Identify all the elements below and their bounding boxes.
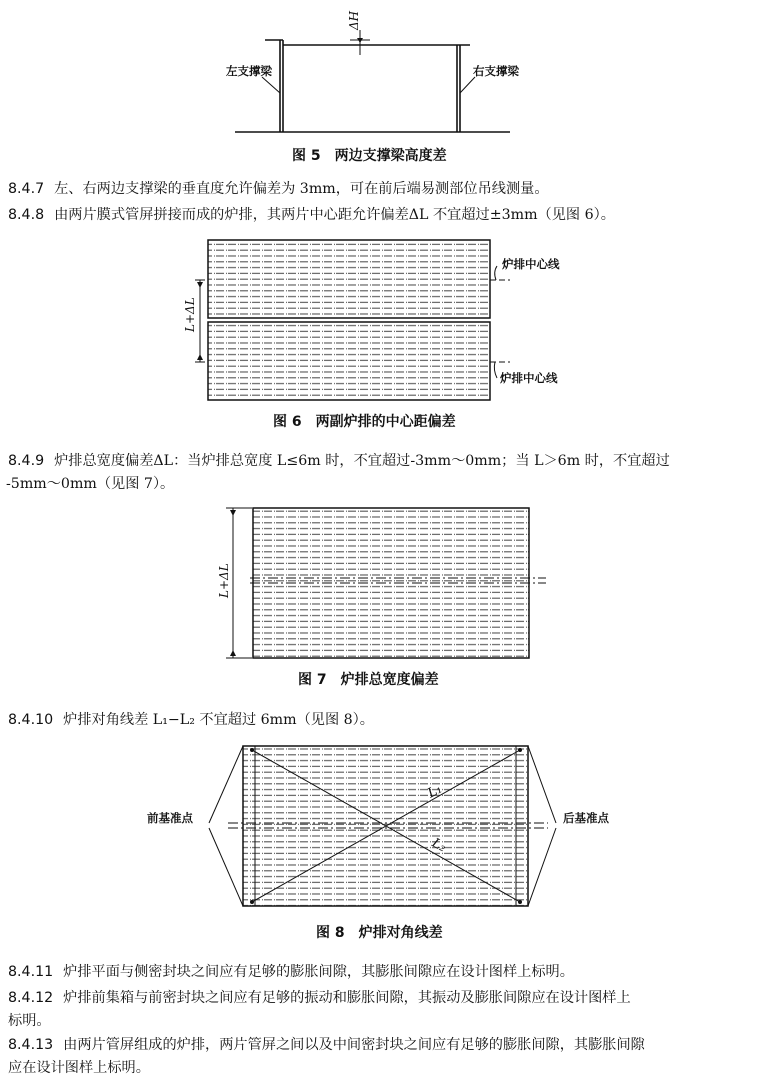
section-number: 8.4.11 [8, 964, 54, 980]
paragraph-8-4-12-continued [8, 1010, 51, 1032]
fig6-centerline-bottom-label: 炉排中心线 [500, 371, 558, 385]
paragraph-8-4-11 [8, 961, 574, 983]
paragraph-8-4-12 [8, 987, 631, 1009]
paragraph-text: 由两片膜式管屏拼接而成的炉排，其两片中心距允许偏差ΔL 不宜超过±3mm（见图 6）。 [54, 207, 615, 223]
fig6-centerline-top-label: 炉排中心线 [502, 257, 560, 271]
fig8-rear-ref-label: 后基准点 [563, 811, 609, 825]
fig8-l2-label: L₂ [429, 835, 449, 856]
paragraph-text: 左、右两边支撑梁的垂直度允许偏差为 3mm，可在前后端易测部位吊线测量。 [54, 181, 549, 197]
paragraph-text: 炉排前集箱与前密封块之间应有足够的振动和膨胀间隙，其振动及膨胀间隙应在设计图样上 [63, 990, 631, 1006]
fig8-caption: 图 8 炉排对角线差 [316, 925, 443, 941]
fig5-caption: 图 5 两边支撑梁高度差 [292, 148, 447, 164]
fig5-delta-h: ΔH [347, 10, 361, 30]
section-number: 8.4.10 [8, 712, 54, 728]
fig5-right-beam-label: 右支撑梁 [473, 64, 519, 78]
paragraph-text: 炉排平面与侧密封块之间应有足够的膨胀间隙，其膨胀间隙应在设计图样上标明。 [63, 964, 574, 980]
paragraph-text: 标明。 [8, 1013, 51, 1029]
section-number: 8.4.12 [8, 990, 54, 1006]
paragraph-text: 应在设计图样上标明。 [8, 1060, 150, 1076]
fig6-dimension-label: L+ΔL [183, 297, 197, 332]
fig7-caption: 图 7 炉排总宽度偏差 [298, 672, 439, 688]
fig8-front-ref-label: 前基准点 [147, 811, 193, 825]
section-number: 8.4.8 [8, 207, 45, 223]
section-number: 8.4.13 [8, 1037, 54, 1053]
fig8-l1-label: L₁ [425, 781, 445, 802]
fig5-left-beam-label: 左支撑梁 [226, 64, 272, 78]
fig6-caption: 图 6 两副炉排的中心距偏差 [273, 414, 456, 430]
paragraph-8-4-13 [8, 1034, 645, 1056]
paragraph-text: 炉排总宽度偏差ΔL：当炉排总宽度 L≤6m 时，不宜超过-3mm～0mm；当 L＞6m 时，不宜超过 [54, 453, 670, 469]
section-number: 8.4.9 [8, 453, 45, 469]
fig7-dimension-label: L+ΔL [217, 563, 231, 598]
paragraph-8-4-13-continued [8, 1057, 150, 1079]
paragraph-text: 炉排对角线差 L₁−L₂ 不宜超过 6mm（见图 8）。 [63, 712, 374, 728]
paragraph-text: 由两片管屏组成的炉排，两片管屏之间以及中间密封块之间应有足够的膨胀间隙，其膨胀间隙 [63, 1037, 645, 1053]
paragraph-text: -5mm～0mm（见图 7）。 [6, 476, 175, 492]
section-number: 8.4.7 [8, 181, 45, 197]
